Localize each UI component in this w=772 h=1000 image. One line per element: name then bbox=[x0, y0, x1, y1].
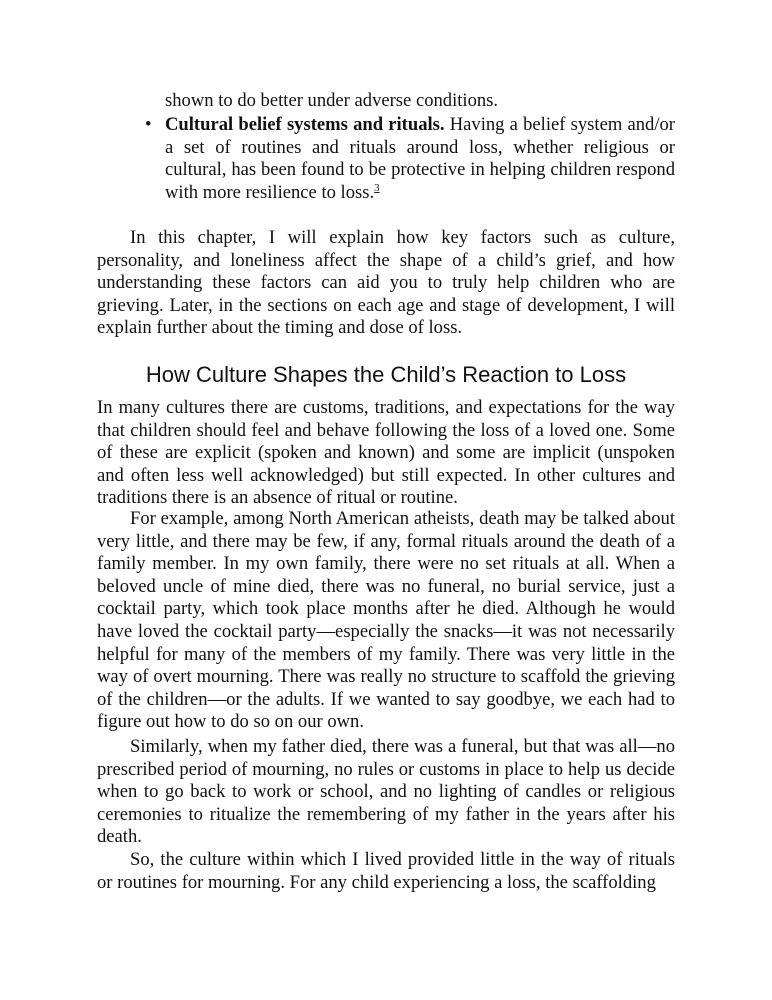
body-paragraph: In many cultures there are customs, traditions, and expectations for the way that children should feel and behave following the loss of a loved one. Some of these are explicit (spoken and known) and some are implicit (unspoken and often less well acknowledged) but still expected. In other cultures and traditions there is an absence of ritual or routine. bbox=[97, 397, 675, 509]
body-paragraph: For example, among North American atheists, death may be talked about very little, and there may be few, if any, formal rituals around the death of a family member. In my own family, there were no set rituals at all. When a beloved uncle of mine died, there was no funeral, no burial service, just a cocktail party, which took place months after he died. Although he would have loved the cocktail party—especially the snacks—it was not necessarily helpful for many of the members of my family. There was very little in the way of overt mourning. There was really no structure to scaffold the grieving of the children—or the adults. If we wanted to say goodbye, we each had to figure out how to do so on our own. bbox=[97, 508, 675, 733]
bullet-text: Having a belief system and/or a set of routines and rituals around loss, whether religious or cultural, has been found to be protective in helping children respond with more resilience to loss. bbox=[165, 114, 675, 203]
body-paragraph: So, the culture within which I lived provided little in the way of rituals or routines for mourning. For any child experiencing a loss, the scaffolding bbox=[97, 849, 675, 893]
continued-bullet-line: shown to do better under adverse conditions. bbox=[165, 90, 499, 111]
bullet-dot-icon: • bbox=[145, 114, 152, 135]
bullet-heading: Cultural belief systems and rituals. bbox=[165, 114, 445, 135]
body-paragraph: Similarly, when my father died, there was a funeral, but that was all—no prescribed period of mourning, no rules or customs in place to help us decide when to go back to work or school, and no lighting of candles or religious ceremonies to ritualize the remembering of my father in the years after his death. bbox=[97, 736, 675, 848]
bullet-item-cultural-beliefs bbox=[145, 114, 675, 204]
intro-paragraph: In this chapter, I will explain how key factors such as culture, personality, and loneliness affect the shape of a child’s grief, and how understanding these factors can aid you to truly help children who are grieving. Later, in the sections on each age and stage of development, I will explain further about the timing and dose of loss. bbox=[97, 227, 675, 339]
footnote-ref-link[interactable]: 3 bbox=[374, 181, 380, 194]
section-heading: How Culture Shapes the Child’s Reaction to Loss bbox=[145, 362, 627, 387]
